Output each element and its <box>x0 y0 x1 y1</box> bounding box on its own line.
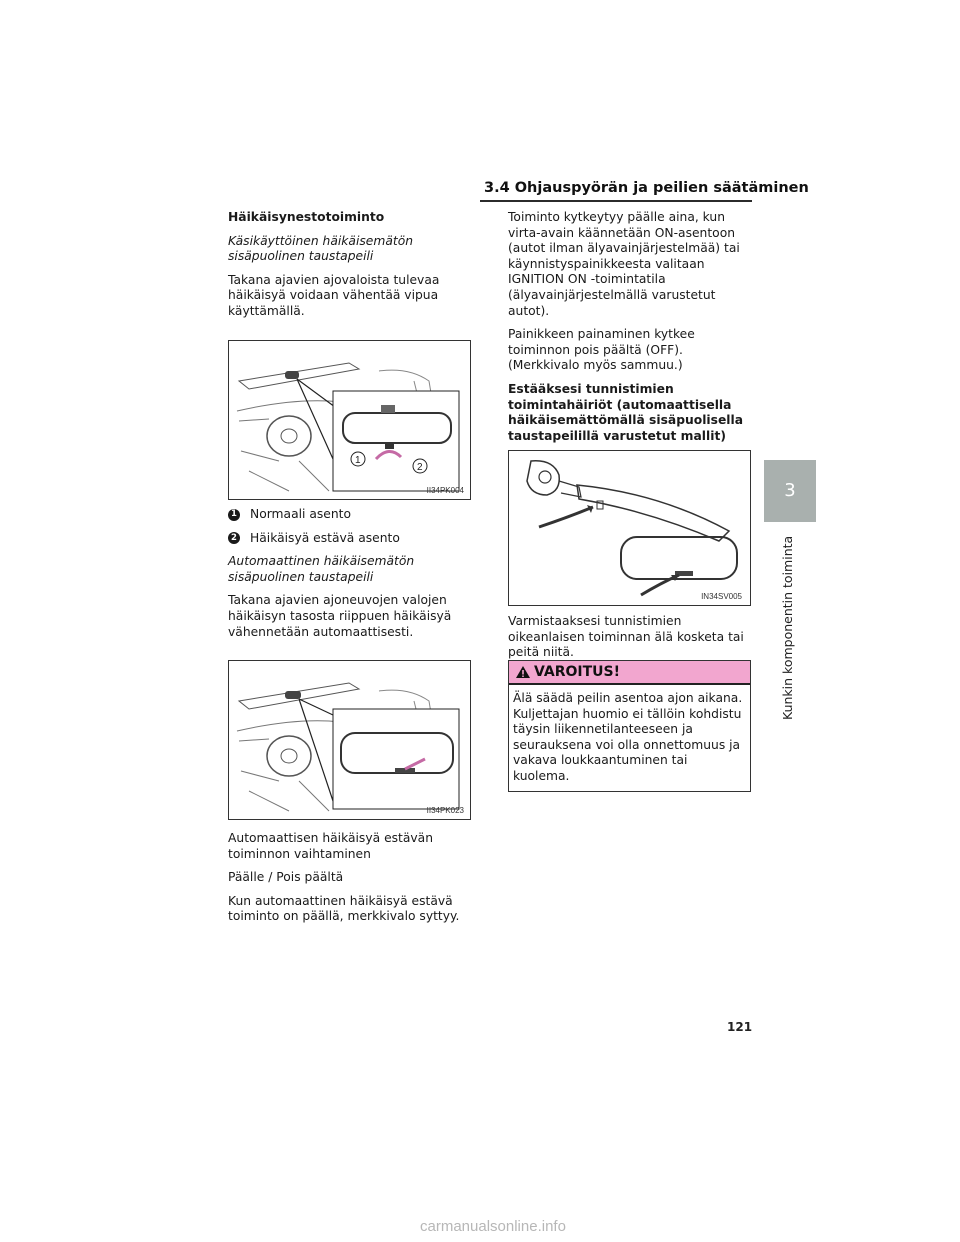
warning-header <box>509 661 750 685</box>
section-header: 3.4 Ohjauspyörän ja peilien säätäminen <box>484 180 809 196</box>
mirror-sensor-illustration <box>509 451 750 605</box>
right-paragraph-2: Painikkeen painaminen kytkee toiminnon pois päältä (OFF). (Merkkivalo myös sammuu.) <box>508 327 695 373</box>
chapter-label-wrapper <box>780 530 800 720</box>
callout-2: 2 <box>417 462 423 473</box>
warning-text: Älä säädä peilin asentoa ajon aikana. Kuljettajan huomio ei tällöin kohdistu täysin liikennetilanteeseen ja seurauksena voi olla onnettomuus ja vakava loukkaantuminen tai kuolema. <box>513 691 743 783</box>
figure-auto-mirror <box>228 660 471 820</box>
right-column <box>508 210 753 452</box>
sensor-note-text: Varmistaaksesi tunnistimien oikeanlaisen toiminnan älä kosketa tai peitä niitä. <box>508 614 744 660</box>
watermark: carmanualsonline.info <box>420 1218 566 1235</box>
page-number: 121 <box>727 1020 753 1034</box>
number-badge: 1 <box>228 509 240 521</box>
left-column <box>228 210 473 328</box>
switch-text: Kun automaattinen häikäisyä estävä toiminto on päällä, merkkivalo syttyy. <box>228 893 460 924</box>
header-rule <box>480 200 752 202</box>
auto-mirror-title: Automaattinen häikäisemätön sisäpuolinen taustapeili <box>228 554 415 584</box>
manual-mirror-text: Takana ajavien ajovaloista tulevaa häikäisyä voidaan vähentää vipua käyttämällä. <box>228 272 440 318</box>
figure-code: IN34SV005 <box>701 592 742 601</box>
figure-code: II34PK004 <box>426 486 464 495</box>
sensor-heading: Estääksesi tunnistimien toimintahäiriöt (automaattisella häikäisemättömällä sisäpuolisella taustapeilillä varustetut mallit) <box>508 381 744 443</box>
list-item <box>228 531 473 547</box>
warning-triangle-icon <box>515 665 531 679</box>
chapter-label: Kunkin komponentin toiminta <box>780 535 795 720</box>
section-heading: Häikäisynestotoiminto <box>228 210 385 224</box>
car-interior-illustration <box>229 661 470 819</box>
position-list <box>228 507 473 648</box>
right-paragraph-1: Toiminto kytkeytyy päälle aina, kun virta-avain käännetään ON-asentoon (autot ilman älyavainjärjestelmää) tai käynnistyspainikkeesta valitaan IGNITION ON -toimintatila (älyavainjärjestelmällä varustetut autot). <box>508 210 740 318</box>
figure-sensor-mirror <box>508 450 751 606</box>
callout-1: 1 <box>355 455 361 466</box>
warning-box <box>508 660 751 792</box>
warning-title: VAROITUS! <box>534 664 620 680</box>
manual-mirror-title: Käsikäyttöinen häikäisemätön sisäpuolinen taustapeili <box>228 233 414 264</box>
car-interior-illustration <box>229 341 470 499</box>
auto-switch-section <box>228 831 473 933</box>
item-label: Normaali asento <box>250 507 351 521</box>
chapter-number: 3 <box>784 480 796 501</box>
list-item <box>228 507 473 523</box>
switch-title: Automaattisen häikäisyä estävän toiminnon vaihtaminen <box>228 831 434 861</box>
auto-mirror-text: Takana ajavien ajoneuvojen valojen häikäisyn tasosta riippuen häikäisyä vähennetään automaattisesti. <box>228 593 452 639</box>
figure-manual-mirror <box>228 340 471 500</box>
item-label: Häikäisyä estävä asento <box>250 530 400 545</box>
number-badge: 2 <box>228 532 240 544</box>
switch-subtitle: Päälle / Pois päältä <box>228 870 344 885</box>
figure-code: II34PK023 <box>426 806 464 815</box>
